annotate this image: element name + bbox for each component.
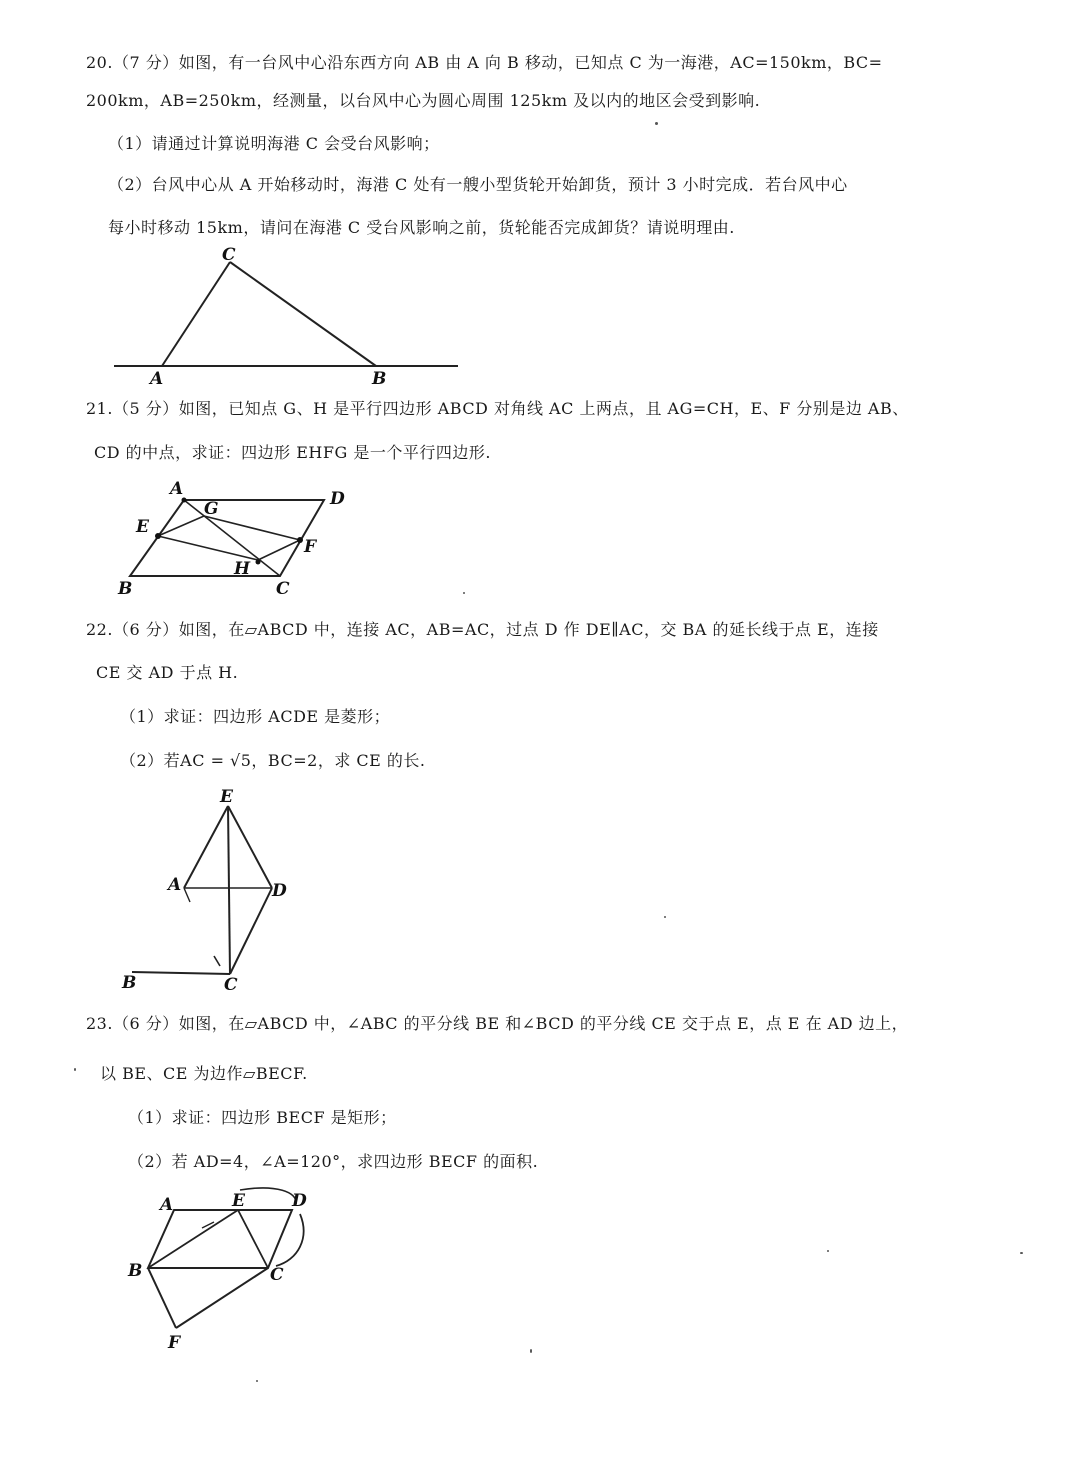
q22-tick-c (214, 956, 220, 966)
q21-diagonal-ac (184, 500, 280, 576)
q21-label-c: C (276, 579, 290, 599)
q23-segment-fc (176, 1268, 268, 1328)
q21-figure (108, 476, 368, 608)
q23-segment-bf (148, 1268, 176, 1328)
q22-stem-line2: CE 交 AD 于点 H. (96, 663, 239, 682)
scan-speck (530, 1349, 532, 1353)
q21-label-b: B (118, 579, 133, 599)
scan-speck (664, 916, 666, 918)
q22-segment-ec (228, 806, 230, 974)
q22-part2: （2）若AC = √5，BC=2，求 CE 的长. (120, 751, 426, 770)
q21-stem-line2: CD 的中点，求证：四边形 EHFG 是一个平行四边形. (94, 443, 491, 462)
q23-stem-line2: 以 BE、CE 为边作▱BECF. (100, 1064, 308, 1083)
scan-speck (463, 592, 465, 594)
q23-label-a: A (160, 1195, 174, 1215)
q23-label-f: F (168, 1333, 181, 1353)
q23-part1: （1）求证：四边形 BECF 是矩形； (128, 1108, 397, 1127)
q21-point-e (155, 533, 161, 539)
scan-speck (74, 1068, 76, 1071)
q20-stem-line2: 200km，AB=250km，经测量，以台风中心为圆心周围 125km 及以内的地区会受到影响. (86, 91, 761, 110)
q23-parallelogram-abcd (148, 1210, 292, 1268)
q23-label-c: C (270, 1265, 284, 1285)
scan-speck (1020, 1252, 1023, 1254)
q22-label-d: D (272, 881, 287, 901)
q22-segment-dc (230, 888, 272, 974)
q20-label-b: B (372, 369, 387, 389)
q21-label-h: H (234, 559, 251, 579)
q21-point-f (297, 537, 303, 543)
scan-speck (827, 1250, 829, 1252)
q20-stem-line1: 20.（7 分）如图，有一台风中心沿东西方向 AB 由 A 向 B 移动，已知点 C 为一海港，AC=150km，BC= (86, 53, 883, 72)
q20-part2-line2: 每小时移动 15km，请问在海港 C 受台风影响之前，货轮能否完成卸货？请说明理由. (108, 218, 735, 237)
q22-segment-bc (132, 972, 230, 974)
q22-label-c: C (224, 975, 238, 995)
q21-point-h (256, 560, 261, 565)
q22-label-b: B (122, 973, 137, 993)
q20-part2-line1: （2）台风中心从 A 开始移动时，海港 C 处有一艘小型货轮开始卸货，预计 3 小时完成．若台风中心 (108, 175, 848, 194)
q21-label-d: D (330, 489, 345, 509)
q23-label-e: E (232, 1191, 245, 1211)
q22-label-e: E (220, 787, 233, 807)
q23-segment-ec (238, 1210, 268, 1268)
q21-stem-line1: 21.（5 分）如图，已知点 G、H 是平行四边形 ABCD 对角线 AC 上两点，且 AG=CH，E、F 分别是边 AB、 (86, 399, 909, 418)
q21-label-g: G (204, 499, 219, 519)
q22-figure (112, 782, 302, 1000)
q23-label-b: B (128, 1261, 143, 1281)
q21-segment-eh (158, 536, 258, 560)
q21-label-f: F (304, 537, 317, 557)
q23-arc-e-d (240, 1188, 296, 1204)
scan-speck (655, 122, 658, 125)
q23-figure (116, 1180, 326, 1358)
q22-part1: （1）求证：四边形 ACDE 是菱形； (120, 707, 391, 726)
q22-tick-a (184, 888, 190, 902)
q21-label-e: E (136, 517, 149, 537)
q21-label-a: A (170, 479, 184, 499)
q20-figure (100, 236, 480, 396)
q23-part2: （2）若 AD=4，∠A=120°，求四边形 BECF 的面积. (128, 1152, 539, 1171)
q23-stem-line1: 23.（6 分）如图，在▱ABCD 中，∠ABC 的平分线 BE 和∠BCD 的平分线 CE 交于点 E，点 E 在 AD 边上， (86, 1014, 909, 1033)
q20-segment-bc (230, 262, 376, 366)
q22-segment-ea (184, 806, 228, 888)
q22-label-a: A (168, 875, 182, 895)
q20-segment-ac (162, 262, 230, 366)
q22-stem-line1: 22.（6 分）如图，在▱ABCD 中，连接 AC，AB=AC，过点 D 作 DE∥AC，交 BA 的延长线于点 E，连接 (86, 620, 879, 639)
q23-label-d: D (292, 1191, 307, 1211)
q22-segment-ed (228, 806, 272, 888)
q20-label-a: A (150, 369, 164, 389)
scan-speck (256, 1380, 258, 1382)
q21-segment-hf (258, 540, 300, 560)
q20-label-c: C (222, 245, 236, 265)
q20-part1: （1）请通过计算说明海港 C 会受台风影响； (108, 134, 440, 153)
